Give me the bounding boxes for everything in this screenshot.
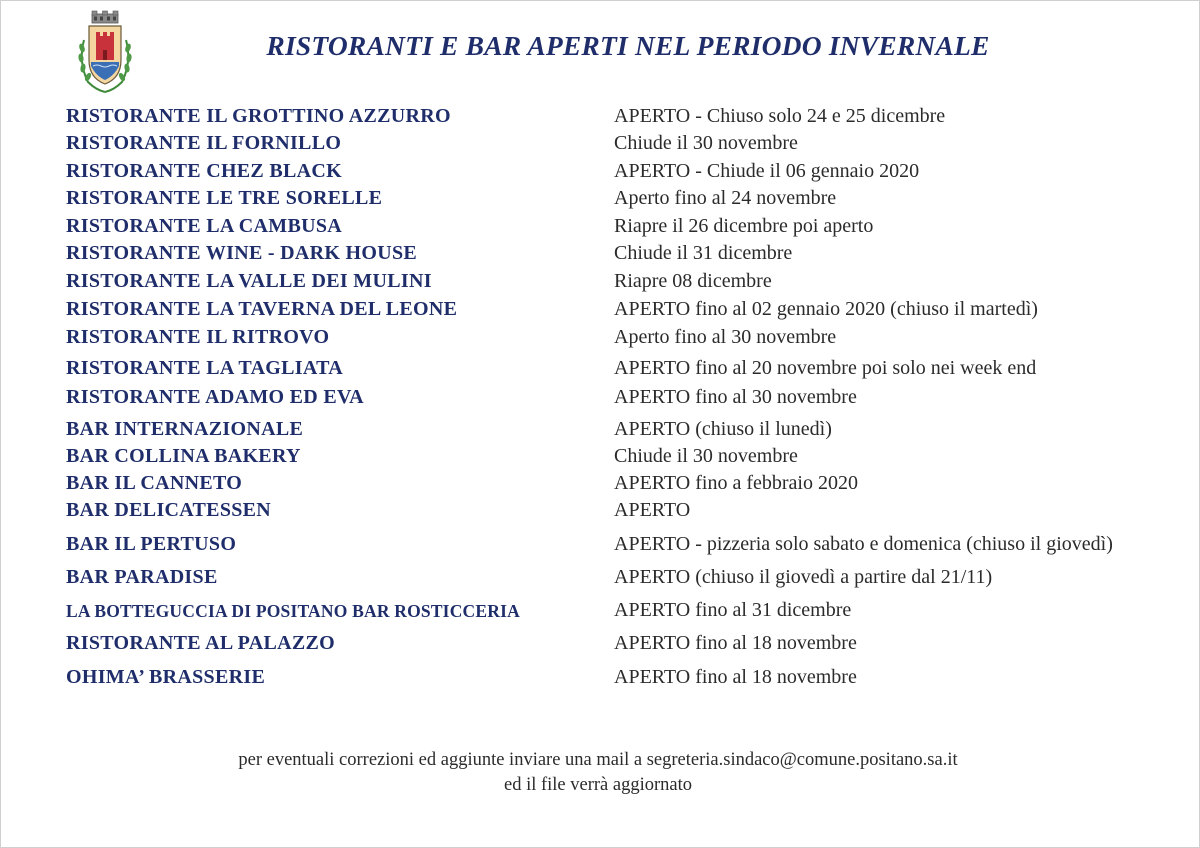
venue-name: OHIMA’ BRASSERIE xyxy=(66,666,266,688)
venue-status: APERTO (chiuso il giovedì a partire dal 21/11) xyxy=(614,566,993,588)
venue-status: APERTO - pizzeria solo sabato e domenica (chiuso il giovedì) xyxy=(614,533,1113,555)
venue-status: Riapre 08 dicembre xyxy=(614,270,772,292)
list-item xyxy=(0,599,1200,625)
list-item xyxy=(0,533,1200,559)
list-item xyxy=(0,242,1200,268)
venue-status: Aperto fino al 24 novembre xyxy=(614,187,837,209)
venue-status: APERTO fino al 18 novembre xyxy=(614,632,857,654)
venue-status: Aperto fino al 30 novembre xyxy=(614,326,837,348)
list-item xyxy=(0,386,1200,412)
list-item xyxy=(0,298,1200,324)
list-item xyxy=(0,418,1200,444)
venue-status: APERTO xyxy=(614,499,691,521)
venue-name: RISTORANTE CHEZ BLACK xyxy=(66,160,342,182)
venue-name: RISTORANTE IL RITROVO xyxy=(66,326,330,348)
venue-name: BAR INTERNAZIONALE xyxy=(66,418,304,440)
venue-status: APERTO (chiuso il lunedì) xyxy=(614,418,832,440)
list-item xyxy=(0,499,1200,525)
list-item xyxy=(0,187,1200,213)
venue-name: BAR COLLINA BAKERY xyxy=(66,445,301,467)
venue-status: Riapre il 26 dicembre poi aperto xyxy=(614,215,874,237)
page-title: RISTORANTI E BAR APERTI NEL PERIODO INVERNALE xyxy=(266,30,990,61)
list-item xyxy=(0,472,1200,498)
venue-name: RISTORANTE AL PALAZZO xyxy=(66,632,335,654)
venue-status: APERTO fino a febbraio 2020 xyxy=(614,472,858,494)
venue-status: Chiude il 31 dicembre xyxy=(614,242,793,264)
venue-name: LA BOTTEGUCCIA DI POSITANO BAR ROSTICCERIA xyxy=(66,601,520,621)
footer-note: per eventuali correzioni ed aggiunte inviare una mail a segreteria.sindaco@comune.positano.sa.it xyxy=(238,750,958,770)
list-item xyxy=(0,326,1200,352)
list-item xyxy=(0,132,1200,158)
list-item xyxy=(0,105,1200,131)
venue-status: APERTO - Chiuso solo 24 e 25 dicembre xyxy=(614,105,946,127)
venue-name: RISTORANTE ADAMO ED EVA xyxy=(66,386,364,408)
list-item xyxy=(0,160,1200,186)
venue-name: BAR IL PERTUSO xyxy=(66,533,237,555)
venue-name: BAR IL CANNETO xyxy=(66,472,243,494)
footer-note-continued: ed il file verrà aggiornato xyxy=(504,775,692,795)
venue-status: APERTO fino al 18 novembre xyxy=(614,666,857,688)
list-item xyxy=(0,357,1200,383)
venue-name: RISTORANTE LA VALLE DEI MULINI xyxy=(66,270,432,292)
list-item xyxy=(0,566,1200,592)
venue-name: RISTORANTE LA TAVERNA DEL LEONE xyxy=(66,298,458,320)
venue-name: RISTORANTE LE TRE SORELLE xyxy=(66,187,383,209)
venue-name: RISTORANTE WINE - DARK HOUSE xyxy=(66,242,418,264)
venue-status: APERTO fino al 31 dicembre xyxy=(614,599,852,621)
venue-status: APERTO fino al 20 novembre poi solo nei week end xyxy=(614,357,1037,379)
venue-name: BAR PARADISE xyxy=(66,566,218,588)
list-item xyxy=(0,632,1200,658)
venue-status: Chiude il 30 novembre xyxy=(614,132,798,154)
list-item xyxy=(0,445,1200,471)
list-item xyxy=(0,666,1200,692)
venue-status: APERTO fino al 02 gennaio 2020 (chiuso il martedì) xyxy=(614,298,1038,320)
list-item xyxy=(0,270,1200,296)
venue-name: RISTORANTE LA CAMBUSA xyxy=(66,215,342,237)
venue-status: APERTO - Chiude il 06 gennaio 2020 xyxy=(614,160,920,182)
venue-status: APERTO fino al 30 novembre xyxy=(614,386,857,408)
venue-name: RISTORANTE LA TAGLIATA xyxy=(66,357,344,379)
venue-name: RISTORANTE IL FORNILLO xyxy=(66,132,342,154)
venue-name: RISTORANTE IL GROTTINO AZZURRO xyxy=(66,105,451,127)
venue-name: BAR DELICATESSEN xyxy=(66,499,272,521)
list-item xyxy=(0,215,1200,241)
venue-status: Chiude il 30 novembre xyxy=(614,445,798,467)
